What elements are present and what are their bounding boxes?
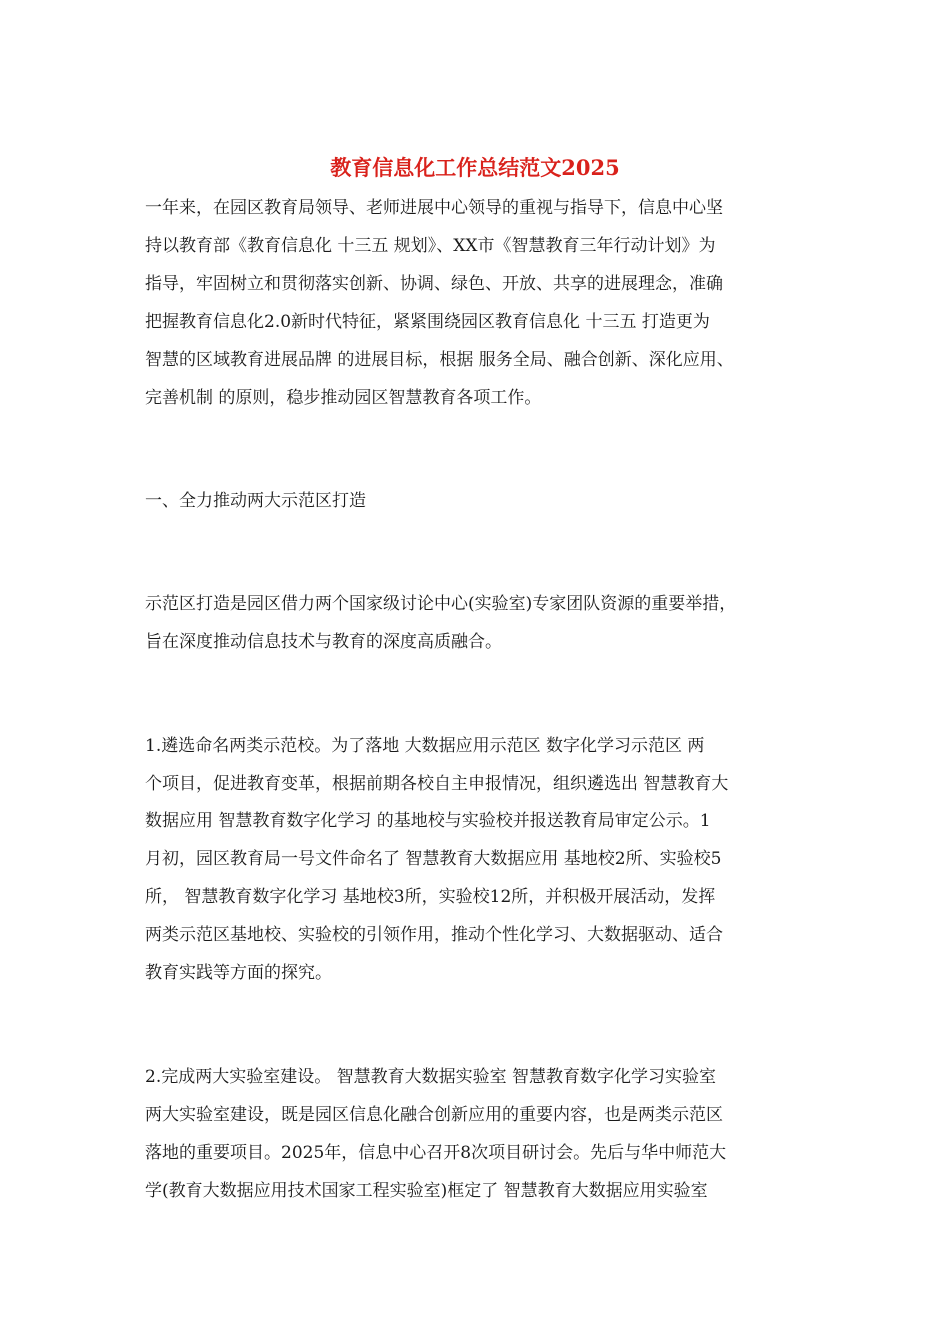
paragraph-1-line-1: 一年来，在园区教育局领导、老师进展中心领导的重视与指导下，信息中心坚 [145,198,723,218]
paragraph-4-line-6: 两类示范区基地校、实验校的引领作用，推动个性化学习、大数据驱动、适合 [145,925,723,945]
section-heading-1: 一、全力推动两大示范区打造 [145,491,366,511]
paragraph-5-line-2: 两大实验室建设，既是园区信息化融合创新应用的重要内容，也是两类示范区 [145,1105,723,1125]
paragraph-5-line-4: 学(教育大数据应用技术国家工程实验室)框定了 智慧教育大数据应用实验室 [145,1181,708,1201]
paragraph-1-line-5: 智慧的区域教育进展品牌 的进展目标，根据 服务全局、融合创新、深化应用、 [145,350,734,370]
paragraph-4-line-3: 数据应用 智慧教育数字化学习 的基地校与实验校并报送教育局审定公示。1 [145,811,711,831]
paragraph-5-line-3: 落地的重要项目。2025年，信息中心召开8次项目研讨会。先后与华中师范大 [145,1143,727,1163]
document-title: 教育信息化工作总结范文2025 [330,155,620,180]
paragraph-4-line-5: 所， 智慧教育数字化学习 基地校3所，实验校12所，并积极开展活动，发挥 [145,887,716,907]
paragraph-4-line-2: 个项目，促进教育变革，根据前期各校自主申报情况，组织遴选出 智慧教育大 [145,774,729,794]
paragraph-1-line-4: 把握教育信息化2.0新时代特征，紧紧围绕园区教育信息化 十三五 打造更为 [145,312,710,332]
paragraph-4-line-7: 教育实践等方面的探究。 [145,963,332,983]
paragraph-5-line-1: 2.完成两大实验室建设。 智慧教育大数据实验室 智慧教育数字化学习实验室 [145,1067,717,1087]
paragraph-3-line-1: 示范区打造是园区借力两个国家级讨论中心(实验室)专家团队资源的重要举措， [145,594,737,614]
paragraph-1-line-3: 指导，牢固树立和贯彻落实创新、协调、绿色、开放、共享的进展理念，准确 [145,274,723,294]
paragraph-3-line-2: 旨在深度推动信息技术与教育的深度高质融合。 [145,632,502,652]
paragraph-1-line-6: 完善机制 的原则，稳步推动园区智慧教育各项工作。 [145,388,542,408]
paragraph-1-line-2: 持以教育部《教育信息化 十三五 规划》、XX市《智慧教育三年行动计划》为 [145,236,716,256]
paragraph-4-line-4: 月初，园区教育局一号文件命名了 智慧教育大数据应用 基地校2所、实验校5 [145,849,722,869]
paragraph-4-line-1: 1.遴选命名两类示范校。为了落地 大数据应用示范区 数字化学习示范区 两 [145,736,705,756]
